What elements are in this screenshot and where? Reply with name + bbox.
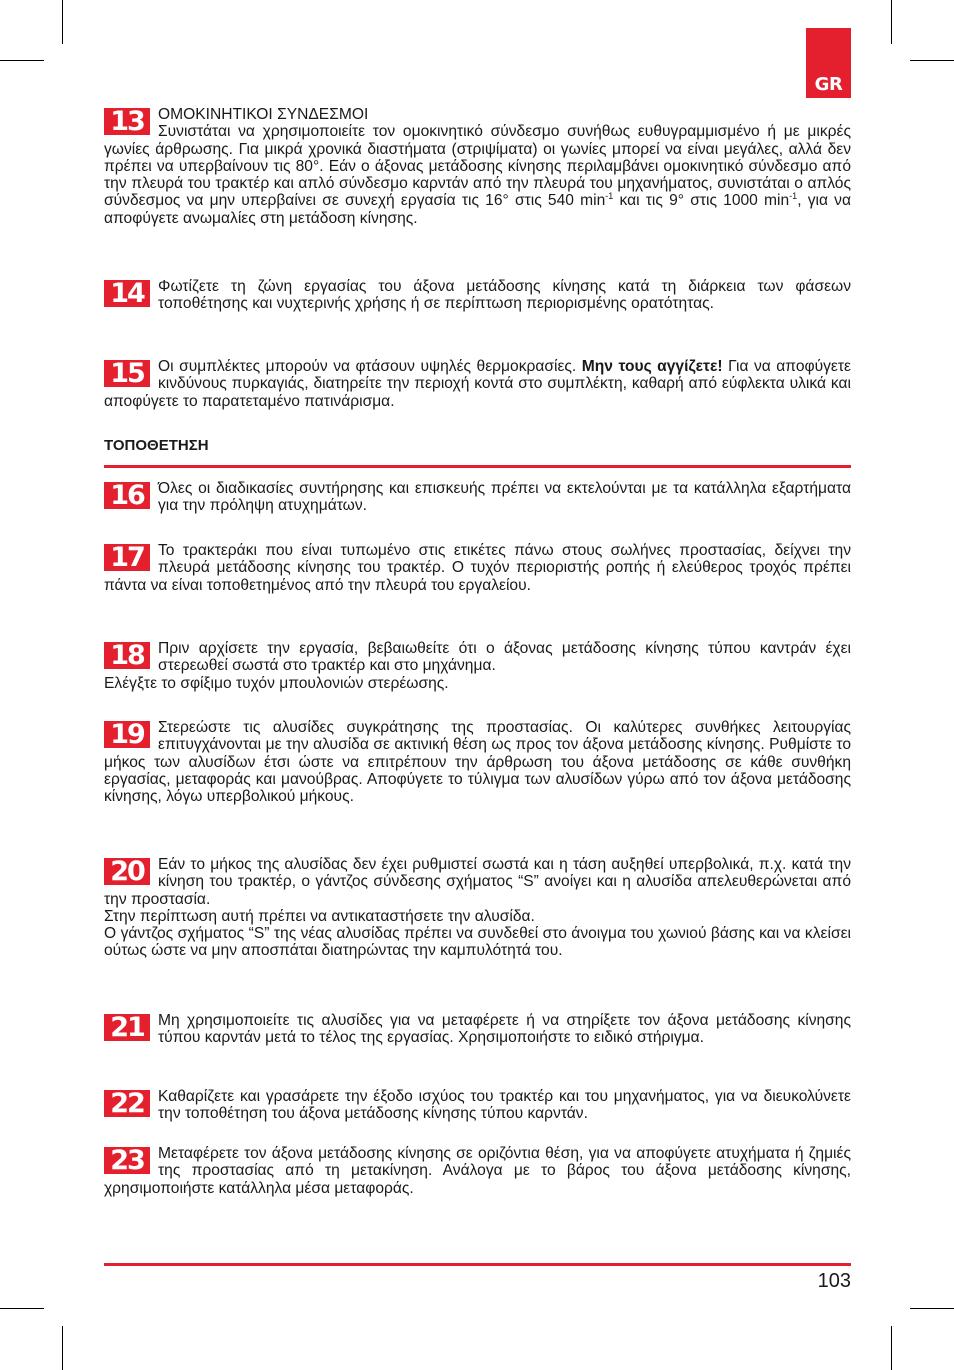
item-text: Καθαρίζετε και γρασάρετε την έξοδο ισχύος του τρακτέρ και του μηχανήματος, για να διευκολύνετε την τοποθέτηση του άξονα μετάδοσης κίνησης τύπου καρντάν. <box>158 1088 851 1123</box>
crop-mark <box>62 0 63 44</box>
item-21 <box>104 1012 851 1047</box>
item-number-badge: 16 <box>104 482 150 509</box>
item-number-badge: 20 <box>104 858 150 885</box>
footer-divider <box>104 1263 851 1266</box>
superscript: -1 <box>605 191 614 202</box>
item-text: και τις 9° στις 1000 min <box>613 192 790 210</box>
item-text: Εάν το μήκος της αλυσίδας δεν έχει ρυθμιστεί σωστά και η τάση αυξηθεί υπερβολικά, π.χ. κατά την κίνηση του τρακτέρ, ο γάντζος σύνδεσης σχήματος “S” ανοίγει και η αλυσίδα απελευθερώνεται από την προστασία. <box>104 856 851 908</box>
item-number-badge: 23 <box>104 1147 150 1174</box>
crop-mark <box>910 60 954 61</box>
warning-emphasis: Μην τους αγγίζετε! <box>581 358 723 375</box>
item-text: Για να αποφύγετε κινδύνους πυρκαγιάς, διατηρείτε την περιοχή κοντά στο συμπλέκτη, καθαρή από εύφλεκτα υλικά και αποφύγετε το παρατεταμένο πατινάρισμα. <box>104 358 851 410</box>
item-text: Οι συμπλέκτες μπορούν να φτάσουν υψηλές θερμοκρασίες. <box>158 358 582 375</box>
item-17 <box>104 542 851 594</box>
item-text-line: Ελέγξτε το σφίξιμο τυχόν μπουλονιών στερέωσης. <box>104 674 449 692</box>
crop-mark <box>62 1326 63 1370</box>
item-text: Μη χρησιμοποιείτε τις αλυσίδες για να μεταφέρετε ή να στηρίξετε τον άξονα μετάδοσης κίνησης τύπου καρντάν μετά το τέλος της εργασίας. Χρησιμοποιήστε το ειδικό στήριγμα. <box>158 1012 851 1047</box>
item-number-badge: 17 <box>104 544 150 571</box>
item-text: Όλες οι διαδικασίες συντήρησης και επισκευής πρέπει να εκτελούνται με τα κατάλληλα εξαρτήματα για την πρόληψη ατυχημάτων. <box>158 480 851 515</box>
item-19 <box>104 719 851 805</box>
item-number-badge: 18 <box>104 642 150 669</box>
item-text: Πριν αρχίσετε την εργασία, βεβαιωθείτε ότι ο άξονας μετάδοσης κίνησης τύπου καντράν έχει στερεωθεί σωστά στο τρακτέρ και στο μηχάνημα. <box>158 640 851 675</box>
item-text: Συνιστάται να χρησιμοποιείτε τον ομοκινητικό σύνδεσμο συνήθως ευθυγραμμισμένο ή με μικρές γωνίες άρθρωσης. Για μικρά χρονικά διαστήματα (στριψίματα) οι γωνίες μπορεί να είναι μεγάλες, αλλά δεν πρέπει να υπερβαίνουν τις 80°. Εάν ο άξονας μετάδοσης κίνησης περιλαμβάνει ομοκινητικό σύνδεσμο από την πλευρά του τρακτέρ και απλό σύνδεσμο καρντάν από την πλευρά του μηχανήματος, συνιστάται ο απλός σύνδεσμος να μην υπερβαίνει σε συνεχή εργασία τις 16° στις 540 min <box>104 123 851 210</box>
page-number: 103 <box>817 1270 851 1292</box>
crop-mark <box>0 1308 44 1309</box>
crop-mark <box>910 1308 954 1309</box>
section-title: ΤΟΠΟΘΕΤΗΣΗ <box>104 437 209 454</box>
item-22 <box>104 1088 851 1123</box>
item-text: Μεταφέρετε τον άξονα μετάδοσης κίνησης σε οριζόντια θέση, για να αποφύγετε ατυχήματα ή ζημιές της προστασίας από τη μετακίνηση. Ανάλογα με το βάρος του άξονα μετάδοσης κίνησης, χρησιμοποιήστε κατάλληλα μέσα μεταφοράς. <box>104 1145 851 1197</box>
section-divider <box>104 465 851 468</box>
item-text-line: Ο γάντζος σχήματος “S” της νέας αλυσίδας πρέπει να συνδεθεί στο άνοιγμα του χωνιού βάσης και να κλείσει ούτως ώστε να μην αποσπάται διατηρώντας την καμπυλότητά του. <box>104 925 851 960</box>
item-number-badge: 14 <box>104 280 150 307</box>
item-16 <box>104 480 851 515</box>
item-20 <box>104 856 851 960</box>
item-15 <box>104 358 851 410</box>
item-text-line: Στην περίπτωση αυτή πρέπει να αντικαταστήσετε την αλυσίδα. <box>104 907 535 925</box>
crop-mark <box>0 60 44 61</box>
superscript: -1 <box>789 191 798 202</box>
item-14 <box>104 278 851 313</box>
item-text: Στερεώστε τις αλυσίδες συγκράτησης της προστασίας. Οι καλύτερες συνθήκες λειτουργίας επιτυγχάνονται με την αλυσίδα σε ακτινική θέση ως προς τον άξονα μετάδοσης κίνησης. Ρυθμίστε το μήκος των αλυσίδων έτσι ώστε να επιτρέπουν την άρθρωση του άξονα μετάδοσης σε κάθε συνθήκη εργασίας, μεταφοράς και μανούβρας. Αποφύγετε το τύλιγμα των αλυσίδων γύρω από τον άξονα μετάδοσης κίνησης, λόγω υπερβολικού μήκους. <box>104 719 851 806</box>
item-number-badge: 19 <box>104 721 150 748</box>
item-number-badge: 21 <box>104 1014 150 1041</box>
item-text: Φωτίζετε τη ζώνη εργασίας του άξονα μετάδοσης κίνησης κατά τη διάρκεια των φάσεων τοποθέτησης και νυχτερινής χρήσης ή σε περίπτωση περιορισμένης ορατότητας. <box>158 278 851 313</box>
item-number-badge: 22 <box>104 1090 150 1117</box>
language-tab: GR <box>806 28 851 98</box>
item-heading: ΟΜΟΚΙΝΗΤΙΚΟΙ ΣΥΝΔΕΣΜΟΙ <box>158 106 369 123</box>
item-number-badge: 15 <box>104 360 150 387</box>
item-23 <box>104 1145 851 1197</box>
item-18 <box>104 640 851 692</box>
item-text: Το τρακτεράκι που είναι τυπωμένο στις ετικέτες πάνω στους σωλήνες προστασίας, δείχνει την πλευρά μετάδοσης κίνησης του τρακτέρ. Ο τυχόν περιοριστής ροπής ή ελεύθερος τροχός πρέπει πάντα να είναι τοποθετημένος από την πλευρά του εργαλείου. <box>104 542 851 594</box>
crop-mark <box>891 1326 892 1370</box>
item-number-badge: 13 <box>104 108 150 135</box>
item-text: , για να αποφύγετε ανωμαλίες στη μετάδοση κίνησης. <box>104 192 851 227</box>
item-13 <box>104 106 851 227</box>
crop-mark <box>891 0 892 44</box>
